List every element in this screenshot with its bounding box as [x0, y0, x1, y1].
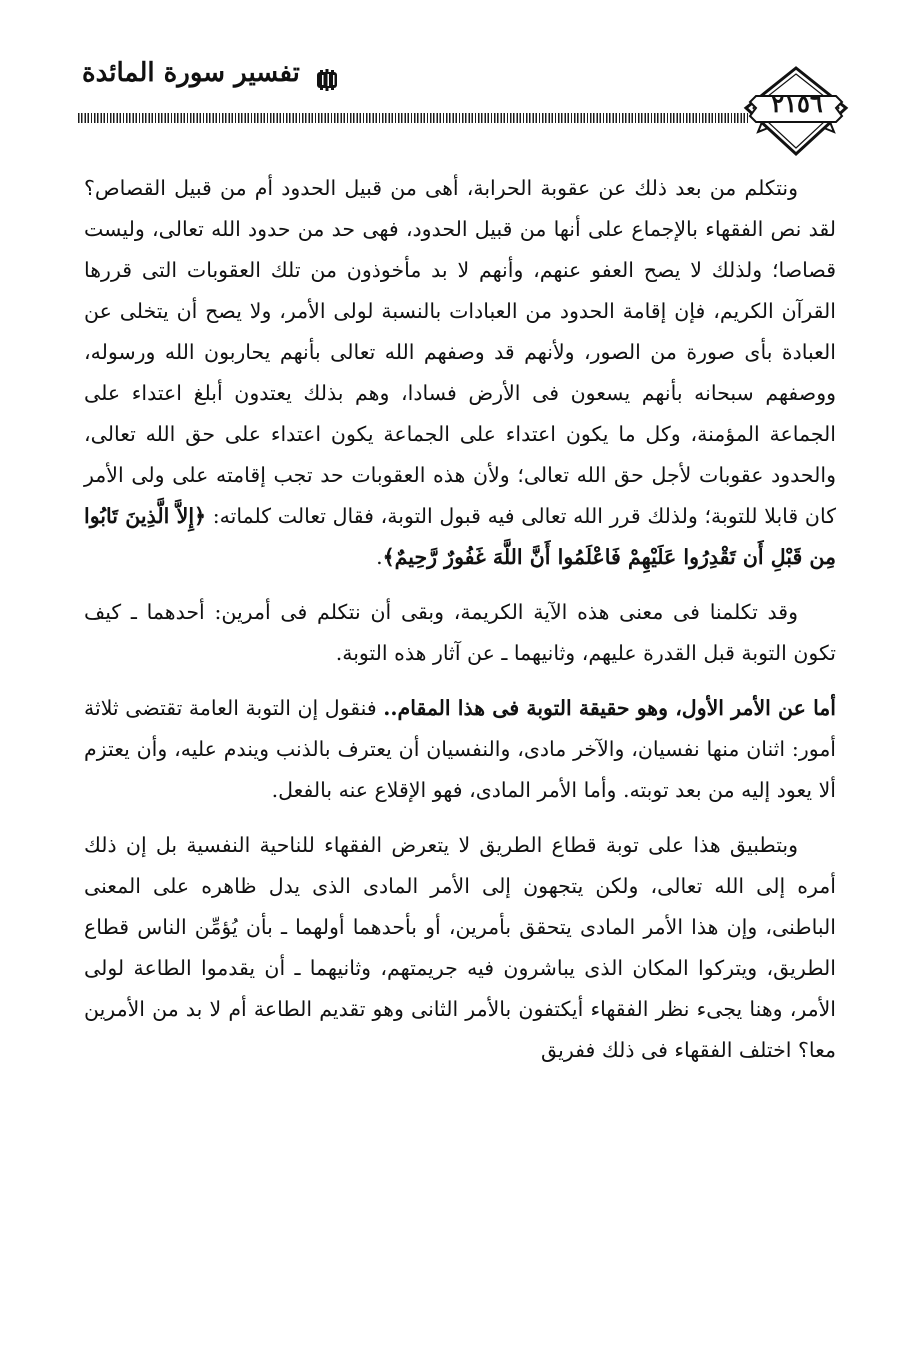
body-text	[84, 168, 836, 1071]
page-header	[0, 0, 914, 160]
paragraph-4: وبتطبيق هذا على توبة قطاع الطريق لا يتعرض الفقهاء للناحية النفسية بل إن ذلك أمره إلى الله تعالى، ولكن يتجهون إلى الأمر المادى الذى يدل ظاهره على المعنى الباطنى، وإن هذا الأمر المادى يتحقق بأمرين، أو بأحدهما أولهما ـ بأن يُؤمِّن الناس قطاع الطريق، ويتركوا المكان الذى يباشرون فيه جريمتهم، وثانيهما ـ أن يقدموا الطاعة لولى الأمر، وهنا يجىء نظر الفقهاء أيكتفون بالأمر الثانى وهو تقديم الطاعة أم لا بد من الأمرين معا؟ اختلف الفقهاء فى ذلك ففريق	[84, 833, 836, 1062]
quran-verse: ﴿إِلاَّ الَّذِينَ تَابُوا مِن قَبْلِ أَن تَقْدِرُوا عَلَيْهِمْ فَاعْلَمُوا أَنَّ اللَّهَ غَفُورٌ رَّحِيمٌ﴾	[84, 504, 836, 569]
page-number: ٢١٥٦	[771, 89, 823, 118]
paragraph-1-end: .	[376, 545, 383, 569]
paragraph-2: وقد تكلمنا فى معنى هذه الآية الكريمة، وبقى أن نتكلم فى أمرين: أحدهما ـ كيف تكون التوبة قبل القدرة عليهم، وثانيهما ـ عن آثار هذه التوبة.	[84, 600, 836, 665]
header-rule	[78, 113, 750, 123]
paragraph-3-text: فنقول إن التوبة العامة تقتضى ثلاثة أمور: اثنان منها نفسيان، والآخر مادى، والنفسيان أن يعترف بالذنب ويندم عليه، وأن يعتزم ألا يعود إليه من بعد توبته. وأما الأمر المادى، فهو الإقلاع عنه بالفعل.	[84, 696, 836, 802]
running-title: تفسير سورة المائدة	[82, 58, 300, 88]
paragraph-3	[84, 688, 836, 811]
section-lead: أما عن الأمر الأول، وهو حقيقة التوبة فى هذا المقام..	[383, 696, 836, 720]
paragraph-1	[84, 168, 836, 578]
paragraph-1-text: ونتكلم من بعد ذلك عن عقوبة الحرابة، أهى من قبيل الحدود أم من قبيل القصاص؟ لقد نص الفقهاء بالإجماع على أنها من قبيل الحدود، فهى حد من حدود الله تعالى، وليست قصاصا؛ ولذلك لا يصح العفو عنهم، وأنهم لا بد مأخوذون من تلك العقوبات التى قررها القرآن الكريم، فإن إقامة الحدود من العبادات بالنسبة لولى الأمر، ولا يصح أن يتخلى عن العبادة بأى صورة من الصور، ولأنهم قد وصفهم الله تعالى بأنهم يحاربون الله ورسوله، ووصفهم سبحانه بأنهم يسعون فى الأرض فسادا، وهم بذلك يعتدون أبلغ اعتداء على الجماعة المؤمنة، وكل ما يكون اعتداء على الجماعة يكون اعتداء على حق الله تعالى، والحدود عقوبات لأجل حق الله تعالى؛ ولأن هذه العقوبات حد تجب إقامته على ولى الأمر كان قابلا للتوبة؛ ولذلك قرر الله تعالى فيه قبول التوبة، فقال تعالت كلماته:	[84, 176, 836, 528]
ornament-icon	[314, 66, 340, 92]
